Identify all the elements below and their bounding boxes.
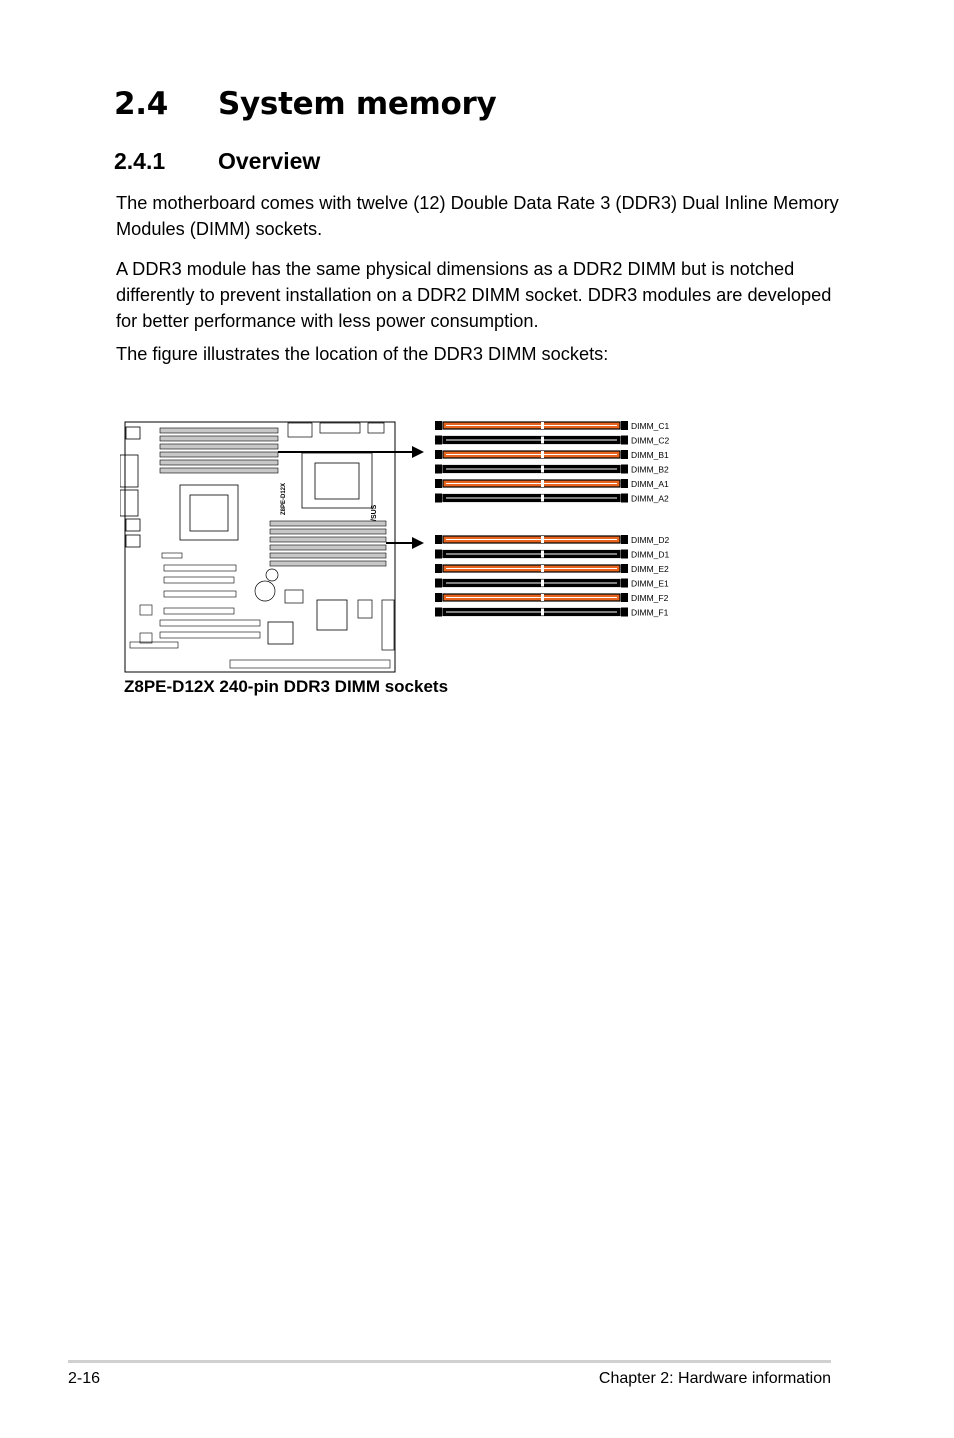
dimm-slot-dimm-f2 — [435, 593, 669, 603]
chapter-label: Chapter 2: Hardware information — [598, 1370, 831, 1387]
dimm-group-bottom — [435, 535, 670, 618]
dimm-label-dimm-f2: DIMM_F2 — [631, 593, 669, 603]
motherboard-layout — [120, 422, 395, 672]
dimm-label-dimm-b2: DIMM_B2 — [631, 464, 669, 475]
brand-logo-mark: /SUS — [371, 504, 378, 521]
dimm-label-dimm-e1: DIMM_E1 — [631, 578, 669, 589]
subsection-number: 2.4.1 — [114, 148, 166, 174]
dimm-slot-dimm-a2 — [435, 494, 669, 504]
dimm-label-dimm-f1: DIMM_F1 — [631, 607, 669, 618]
dimm-slot-dimm-e2 — [435, 564, 669, 574]
dimm-label-dimm-c2: DIMM_C2 — [631, 435, 670, 446]
section-title — [114, 86, 496, 122]
paragraph-intro: The motherboard comes with twelve (12) Double Data Rate 3 (DDR3) Dual Inline Memory Modules (DIMM) sockets. — [116, 193, 839, 239]
dimm-label-dimm-a2: DIMM_A2 — [631, 493, 669, 504]
subsection-title — [114, 148, 320, 175]
dimm-slot-dimm-d1 — [435, 550, 670, 560]
dimm-slot-dimm-f1 — [435, 608, 669, 618]
dimm-label-dimm-b1: DIMM_B1 — [631, 450, 669, 460]
dimm-label-dimm-e2: DIMM_E2 — [631, 564, 669, 574]
subsection-title-text: Overview — [218, 148, 321, 174]
figure-caption: Z8PE-D12X 240-pin DDR3 DIMM sockets — [124, 677, 449, 696]
dimm-location-figure — [120, 415, 690, 677]
dimm-slot-dimm-e1 — [435, 579, 669, 589]
dimm-slot-dimm-c2 — [435, 436, 670, 446]
dimm-slot-dimm-d2 — [435, 535, 670, 545]
dimm-slot-dimm-b1 — [435, 450, 669, 460]
section-number: 2.4 — [114, 86, 169, 122]
board-model-label: Z8PE-D12X — [281, 482, 287, 515]
dimm-slot-dimm-a1 — [435, 479, 669, 489]
paragraph-figure-intro: The figure illustrates the location of the DDR3 DIMM sockets: — [116, 344, 609, 364]
arrowhead-bottom-bank — [412, 537, 424, 549]
dimm-label-dimm-a1: DIMM_A1 — [631, 479, 669, 489]
section-title-text: System memory — [218, 86, 497, 122]
page-number: 2-16 — [68, 1370, 101, 1387]
dimm-label-dimm-c1: DIMM_C1 — [631, 421, 670, 431]
dimm-slot-dimm-c1 — [435, 421, 670, 431]
dimm-group-top — [435, 421, 670, 504]
arrowhead-top-bank — [412, 446, 424, 458]
dimm-label-dimm-d1: DIMM_D1 — [631, 549, 670, 560]
footer-rule — [68, 1360, 831, 1363]
paragraph-ddr3: A DDR3 module has the same physical dimensions as a DDR2 DIMM but is notched differently to prevent installation on a DDR2 DIMM socket. DDR3 modules are developed for better performance with less power consumption. — [116, 259, 832, 331]
dimm-label-dimm-d2: DIMM_D2 — [631, 535, 670, 545]
dimm-slot-dimm-b2 — [435, 465, 669, 475]
